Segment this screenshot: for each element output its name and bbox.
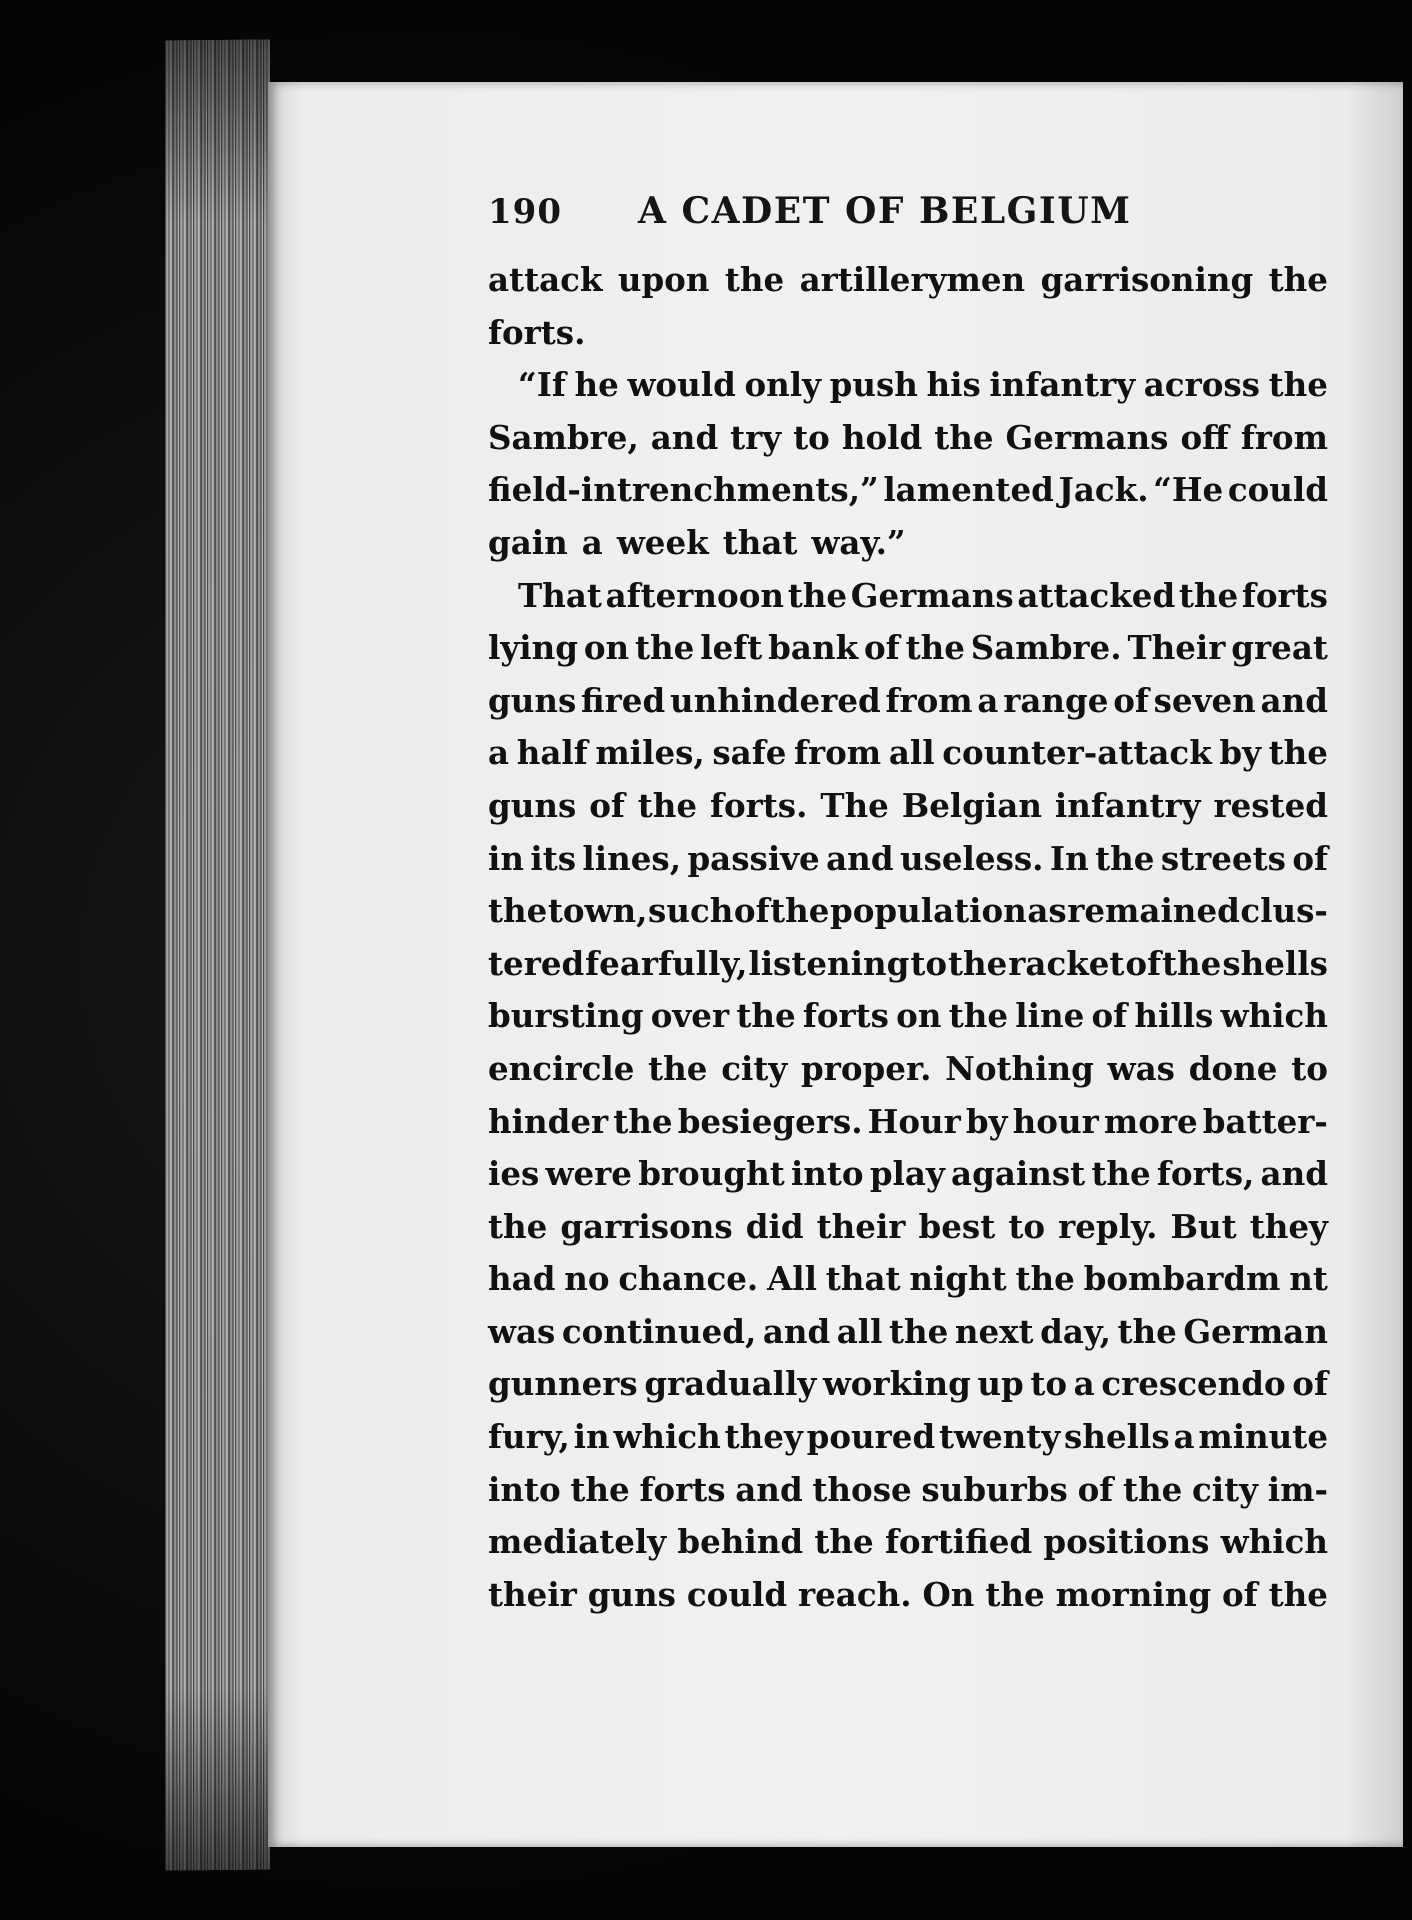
word: city (721, 1048, 788, 1088)
word: into (488, 1469, 561, 1509)
word: to (1030, 1364, 1068, 1404)
word: of (1091, 996, 1128, 1036)
word: morning (1055, 1574, 1212, 1614)
word: line (1015, 996, 1085, 1036)
word: attacked (1017, 575, 1176, 615)
word: and (1260, 680, 1328, 720)
word: the (488, 891, 548, 931)
page-edges (165, 39, 270, 1870)
word: the (787, 575, 848, 615)
word: the (985, 1574, 1045, 1614)
text-line (488, 1306, 1328, 1359)
word: the (905, 628, 965, 668)
word: more (1103, 1101, 1198, 1141)
word: Hour (867, 1101, 961, 1141)
word: try (730, 417, 782, 457)
word: of (1113, 680, 1149, 720)
word: In (1049, 838, 1089, 878)
word: town, (547, 891, 648, 931)
word: proper. (801, 1048, 932, 1088)
text-line (488, 464, 1328, 517)
word: the (1095, 838, 1155, 878)
body-text (488, 254, 1328, 1621)
text-line (488, 780, 1328, 833)
word: racket (1008, 943, 1125, 983)
word: ies (488, 1154, 540, 1194)
word: fired (581, 680, 666, 720)
word: city (1192, 1469, 1259, 1509)
word: besiegers. (677, 1101, 863, 1141)
word: Nothing (945, 1048, 1094, 1088)
word: did (745, 1206, 804, 1246)
word: forts. (488, 312, 586, 352)
running-title: A CADET OF BELGIUM (638, 190, 1132, 232)
word: half (516, 733, 588, 773)
text-line (488, 1201, 1328, 1254)
word: the (770, 891, 830, 931)
word: twenty (939, 1417, 1061, 1457)
word: done (1188, 1048, 1278, 1088)
word: forts (639, 1469, 726, 1509)
word: a (977, 680, 999, 720)
word: crescendo (1101, 1364, 1286, 1404)
word: of (589, 785, 625, 825)
word: left (700, 628, 763, 668)
word: population (829, 891, 1027, 931)
word: gain (488, 522, 568, 562)
word: the (1268, 260, 1328, 299)
word: way.” (811, 522, 906, 562)
word: of (1292, 838, 1328, 878)
word: But (1170, 1206, 1237, 1246)
word: the (1122, 1469, 1183, 1509)
word: off (1180, 417, 1229, 457)
text-line (488, 254, 1328, 307)
word: the (1015, 1259, 1075, 1299)
word: fortified (884, 1522, 1033, 1562)
word: were (545, 1154, 632, 1194)
running-header (488, 190, 1328, 232)
word: all (836, 1311, 883, 1351)
word: the (1178, 575, 1239, 615)
word: “He (1153, 470, 1224, 510)
word: forts (802, 996, 889, 1036)
word: day, (1040, 1311, 1111, 1351)
word: best (918, 1206, 996, 1246)
word: the (1162, 943, 1222, 983)
word: they (724, 1417, 803, 1457)
word: rested (1213, 785, 1328, 825)
word: a (1173, 1417, 1195, 1457)
word: had (488, 1259, 556, 1299)
word: All (767, 1259, 817, 1299)
word: batter- (1202, 1101, 1328, 1141)
word: in (488, 838, 524, 878)
word: guns (587, 1574, 676, 1614)
word: forts. (710, 785, 808, 825)
word: minute (1198, 1417, 1328, 1457)
word: the (948, 996, 1009, 1036)
word: from (794, 733, 882, 773)
word: lines, (582, 838, 682, 878)
word: guns (488, 785, 577, 825)
word: on (583, 628, 630, 668)
text-line (488, 675, 1328, 728)
word: hinder (488, 1101, 609, 1141)
word: Sambre. (970, 628, 1122, 668)
word: passive (687, 838, 820, 878)
word: which (613, 1417, 721, 1457)
book-page (268, 82, 1403, 1847)
word: hold (841, 417, 923, 457)
word: push (829, 365, 918, 405)
word: field-intrenchments,” (488, 470, 879, 510)
word: range (1003, 680, 1109, 720)
word: lamented (883, 470, 1054, 510)
word: the (1268, 733, 1328, 773)
word: the (1268, 365, 1328, 405)
word: into (790, 1154, 864, 1194)
word: Germans (850, 575, 1014, 615)
text-line (488, 517, 1328, 570)
word: against (951, 1154, 1086, 1194)
word: the (1268, 1574, 1328, 1614)
word: bombardm (1083, 1259, 1281, 1299)
word: that (722, 522, 798, 562)
word: continued, (561, 1311, 757, 1351)
word: their (488, 1574, 577, 1614)
word: was (488, 1311, 556, 1351)
word: to (793, 417, 830, 457)
word: Their (1127, 628, 1226, 668)
word: could (686, 1574, 788, 1614)
word: hour (1012, 1101, 1099, 1141)
word: forts (1241, 575, 1328, 615)
word: the (947, 943, 1008, 983)
word: and (762, 1311, 831, 1351)
word: of (1292, 1364, 1328, 1404)
word: was (1107, 1048, 1175, 1088)
word: Jack. (1058, 470, 1149, 510)
text-line (488, 1464, 1328, 1517)
text-line (488, 1043, 1328, 1096)
word: lying (488, 628, 578, 668)
text-line (488, 727, 1328, 780)
word: seven (1153, 680, 1256, 720)
word: of (733, 891, 770, 931)
word: they (1249, 1206, 1328, 1246)
word: unhindered (669, 680, 881, 720)
word: only (744, 365, 821, 405)
word: reach. (797, 1574, 912, 1614)
word: infantry (989, 365, 1136, 405)
word: Germans (1005, 417, 1169, 457)
word: German (1183, 1311, 1328, 1351)
text-line (488, 1358, 1328, 1411)
word: that (825, 1259, 901, 1299)
word: would (627, 365, 736, 405)
word: artillerymen (799, 260, 1026, 299)
word: mediately (488, 1522, 667, 1562)
word: play (869, 1154, 945, 1194)
word: the (889, 1311, 949, 1351)
word: from (885, 680, 973, 720)
word: shells (1064, 1417, 1170, 1457)
word: of (1077, 1469, 1114, 1509)
word: forts, (1156, 1154, 1255, 1194)
word: night (909, 1259, 1007, 1299)
word: of (1222, 1574, 1258, 1614)
text-line (488, 1411, 1328, 1464)
page-content (488, 190, 1328, 1621)
word: and (1260, 1154, 1328, 1194)
word: those (812, 1469, 912, 1509)
word: poured (806, 1417, 936, 1457)
word: im- (1267, 1469, 1328, 1509)
word: of (864, 628, 900, 668)
word: attack (488, 260, 603, 299)
word: remained (1067, 891, 1240, 931)
text-line (488, 412, 1328, 465)
word: hills (1134, 996, 1214, 1036)
word: behind (677, 1522, 804, 1562)
word: shells (1222, 943, 1328, 983)
word: the (488, 1206, 548, 1246)
word: counter-attack (942, 733, 1212, 773)
word: the (736, 996, 796, 1036)
word: the (570, 1469, 630, 1509)
text-line (488, 570, 1328, 623)
word: on (896, 996, 942, 1036)
word: and (735, 1469, 803, 1509)
word: the (934, 417, 994, 457)
word: week (616, 522, 709, 562)
text-line (488, 1096, 1328, 1149)
word: the (814, 1522, 874, 1562)
word: to (1291, 1048, 1328, 1088)
word: the (724, 260, 785, 299)
word: The (820, 785, 889, 825)
word: such (648, 891, 734, 931)
word: brought (638, 1154, 785, 1194)
text-line (488, 1253, 1328, 1306)
word: clus- (1240, 891, 1328, 931)
text-line (488, 833, 1328, 886)
word: Belgian (901, 785, 1042, 825)
word: great (1231, 628, 1328, 668)
word: guns (488, 680, 577, 720)
word: their (816, 1206, 906, 1246)
word: upon (617, 260, 710, 299)
word: gradually (644, 1364, 817, 1404)
word: across (1143, 365, 1260, 405)
text-line (488, 307, 1328, 360)
word: garrisoning (1040, 260, 1254, 299)
word: the (635, 628, 695, 668)
word: a (581, 522, 603, 562)
word: encircle (488, 1048, 635, 1088)
word: the (613, 1101, 673, 1141)
text-line (488, 1148, 1328, 1201)
word: gunners (488, 1364, 638, 1404)
word: to (1008, 1206, 1046, 1246)
word: infantry (1054, 785, 1201, 825)
word: “If (518, 365, 566, 405)
word: suburbs (921, 1469, 1068, 1509)
word: the (1091, 1154, 1151, 1194)
word: bank (768, 628, 859, 668)
text-line (488, 1516, 1328, 1569)
word: his (926, 365, 981, 405)
text-line (488, 622, 1328, 675)
word: streets (1160, 838, 1286, 878)
word: he (574, 365, 619, 405)
word: useless. (899, 838, 1044, 878)
word: nt (1289, 1259, 1328, 1299)
page-number: 190 (488, 192, 562, 232)
word: and (826, 838, 894, 878)
word: over (650, 996, 730, 1036)
word: listening (748, 943, 910, 983)
word: next (954, 1311, 1034, 1351)
word: in (573, 1417, 610, 1457)
word: from (1240, 417, 1328, 457)
word: to (910, 943, 948, 983)
word: working (822, 1364, 971, 1404)
word: the (648, 1048, 708, 1088)
word: the (637, 785, 698, 825)
word: miles, (595, 733, 705, 773)
word: On (922, 1574, 975, 1614)
word: a (488, 733, 510, 773)
text-line (488, 938, 1328, 991)
text-line (488, 885, 1328, 938)
word: could (1227, 470, 1328, 510)
word: as (1027, 891, 1067, 931)
word: fearfully, (585, 943, 748, 983)
word: by (965, 1101, 1008, 1141)
word: reply. (1058, 1206, 1158, 1246)
text-line (488, 359, 1328, 412)
word: all (888, 733, 935, 773)
word: a (1073, 1364, 1095, 1404)
word: no (564, 1259, 610, 1299)
word: positions (1043, 1522, 1210, 1562)
word: safe (712, 733, 787, 773)
word: garrisons (560, 1206, 733, 1246)
word: That (518, 575, 602, 615)
word: of (1125, 943, 1162, 983)
word: up (977, 1364, 1024, 1404)
text-line (488, 1569, 1328, 1622)
text-line (488, 990, 1328, 1043)
word: chance. (618, 1259, 759, 1299)
word: the (1117, 1311, 1177, 1351)
word: its (530, 838, 577, 878)
word: by (1219, 733, 1261, 773)
word: which (1220, 1522, 1328, 1562)
word: which (1220, 996, 1328, 1036)
word: fury, (488, 1417, 570, 1457)
word: Sambre, (488, 417, 639, 457)
word: and (650, 417, 719, 457)
word: tered (488, 943, 585, 983)
word: bursting (488, 996, 644, 1036)
word: afternoon (605, 575, 785, 615)
